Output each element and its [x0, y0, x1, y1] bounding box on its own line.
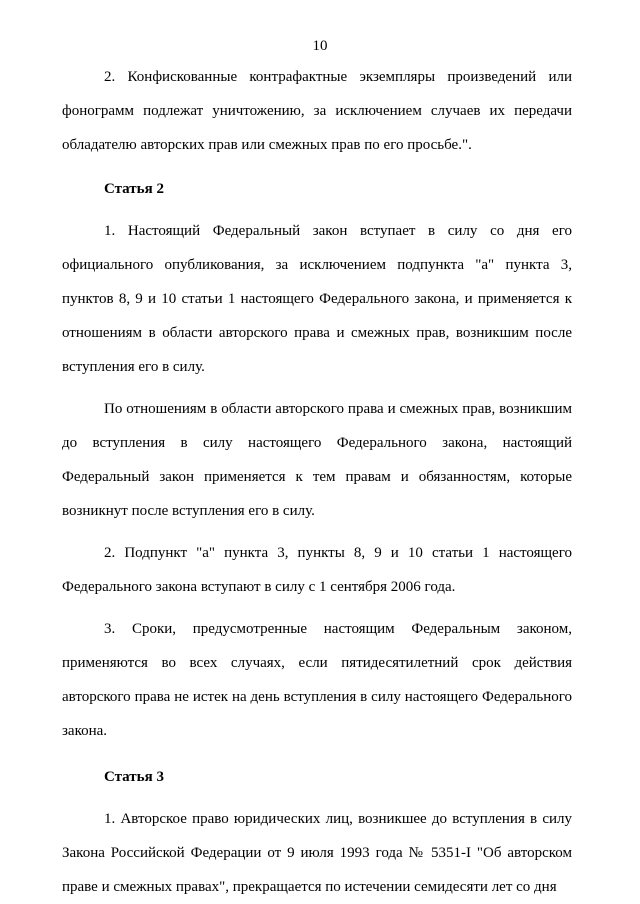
paragraph-september-2006: 2. Подпункт "а" пункта 3, пункты 8, 9 и 10 статьи 1 настоящего Федерального закона вступают в силу с 1 сентября 2006 года.	[62, 545, 572, 595]
paragraph-terms: 3. Сроки, предусмотренные настоящим Федеральным законом, применяются во всех случаях, если пятидесятилетний срок действия авторского права не истек на день вступления в силу настоящего Федерального закона.	[62, 621, 572, 739]
paragraph-confiscated-copies: 2. Конфискованные контрафактные экземпляры произведений или фонограмм подлежат уничтожению, за исключением случаев их передачи обладателю авторских прав или смежных прав по его просьбе.".	[62, 69, 572, 153]
paragraph-prior-relations: По отношениям в области авторского права и смежных прав, возникшим до вступления в силу настоящего Федерального закона, настоящий Федеральный закон применяется к тем правам и обязанностям, которые возникнут после вступления его в силу.	[62, 401, 572, 519]
heading-article-2: Статья 2	[104, 181, 164, 197]
page-number: 10	[312, 38, 328, 54]
paragraph-entry-into-force: 1. Настоящий Федеральный закон вступает в силу со дня его официального опубликования, за исключением подпункта "а" пункта 3, пунктов 8, 9 и 10 статьи 1 настоящего Федерального закона, и применяется к отношениям в области авторского права и смежных прав, возникшим после вступления его в силу.	[62, 223, 572, 375]
paragraph-legal-entities: 1. Авторское право юридических лиц, возникшее до вступления в силу Закона Российской Федерации от 9 июля 1993 года № 5351-I "Об авторском праве и смежных правах", прекращается по истечении семидесяти лет со дня	[62, 811, 572, 895]
document-body	[62, 60, 572, 904]
heading-article-3: Статья 3	[104, 769, 164, 785]
